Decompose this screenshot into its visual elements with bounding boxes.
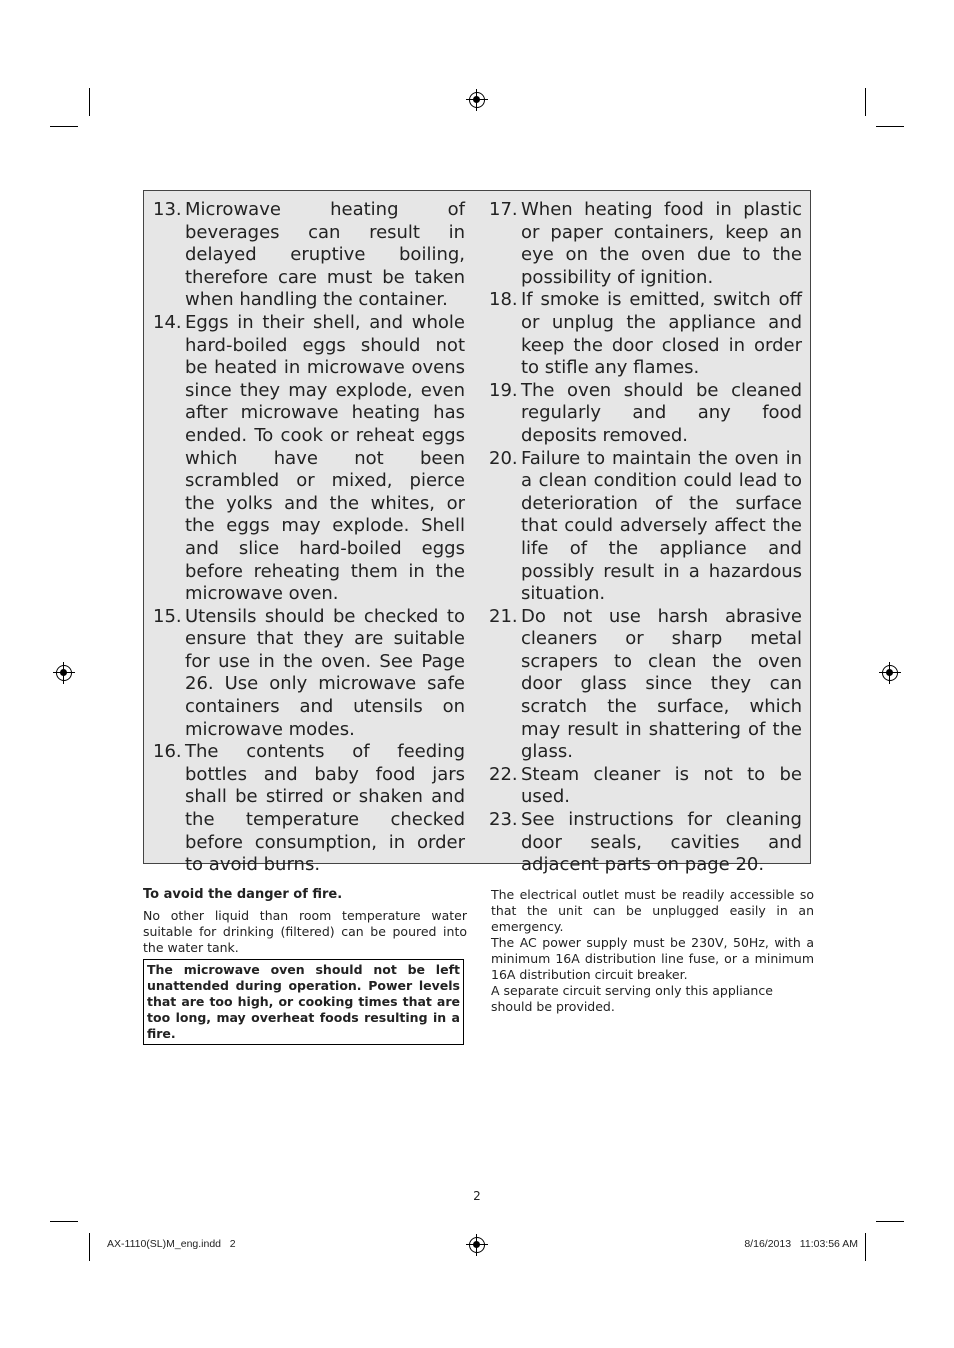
crop-mark: [89, 88, 90, 116]
list-item: 14. Eggs in their shell, and whole hard-boiled eggs should not be heated in microwave ovens since they may explode, even after microwave heating has ended. To cook or reheat eggs which have not been scrambled or mixed, pierce the yolks and the whites, or the eggs may explode. Shell and slice hard-boiled eggs before reheating them in the microwave oven.: [153, 311, 465, 605]
list-item: 21. Do not use harsh abrasive cleaners or sharp metal scrapers to clean the oven door glass since they can scratch the surface, which may result in shattering of the glass.: [489, 605, 802, 763]
registration-mark-icon: [469, 1237, 485, 1253]
fire-heading: To avoid the danger of fire.: [143, 887, 343, 902]
registration-mark-icon: [469, 92, 485, 108]
list-item: 18. If smoke is emitted, switch off or unplug the appliance and keep the door closed in order to stifle any flames.: [489, 289, 802, 379]
fire-warning-box: The microwave oven should not be left unattended during operation. Power levels that are too high, or cooking times that are too long, may overheat foods resulting in a fire.: [143, 959, 464, 1045]
fire-text: No other liquid than room temperature water suitable for drinking (filtered) can be poured into the water tank.: [143, 908, 467, 955]
list-item: 17. When heating food in plastic or paper containers, keep an eye on the oven due to the possibility of ignition.: [489, 199, 802, 288]
crop-mark: [89, 1233, 90, 1261]
crop-mark: [865, 88, 866, 116]
list-item: 22. Steam cleaner is not to be used.: [489, 763, 802, 808]
list-item: 19. The oven should be cleaned regularly and any food deposits removed.: [489, 379, 802, 446]
crop-mark: [865, 1233, 866, 1261]
fire-safety-section: [143, 887, 467, 1045]
crop-mark: [876, 1221, 904, 1222]
electrical-text: A separate circuit serving only this appliance should be provided.: [491, 983, 773, 1014]
list-item: 16. The contents of feeding bottles and baby food jars shall be stirred or shaken and the temperature checked before consumption, in order to avoid burns.: [153, 741, 465, 876]
footer-file-name: AX-1110(SL)M_eng.indd 2: [107, 1238, 236, 1250]
warnings-right-column: [489, 199, 802, 877]
electrical-section: [491, 887, 814, 1015]
list-item: 20. Failure to maintain the oven in a clean condition could lead to deterioration of the surface that could adversely affect the life of the appliance and possibly result in a hazardous situation.: [489, 447, 802, 605]
crop-mark: [876, 126, 904, 127]
safety-warnings-box: [143, 190, 811, 876]
list-item: 13. Microwave heating of beverages can result in delayed eruptive boiling, therefore care must be taken when handling the container.: [153, 199, 465, 311]
footer-timestamp: 8/16/2013 11:03:56 AM: [744, 1238, 858, 1250]
crop-mark: [50, 1221, 78, 1222]
warnings-left-column: [153, 199, 465, 877]
registration-mark-icon: [882, 665, 898, 681]
electrical-text: The AC power supply must be 230V, 50Hz, with a minimum 16A distribution line fuse, or a minimum 16A distribution circuit breaker.: [491, 935, 814, 982]
electrical-text: The electrical outlet must be readily accessible so that the unit can be unplugged easily in an emergency.: [491, 887, 814, 934]
list-item: 23. See instructions for cleaning door seals, cavities and adjacent parts on page 20.: [489, 809, 802, 876]
page-number: 2: [473, 1189, 481, 1203]
list-item: 15. Utensils should be checked to ensure that they are suitable for use in the oven. See Page 26. Use only microwave safe containers and utensils on microwave modes.: [153, 605, 465, 740]
crop-mark: [50, 126, 78, 127]
registration-mark-icon: [56, 665, 72, 681]
